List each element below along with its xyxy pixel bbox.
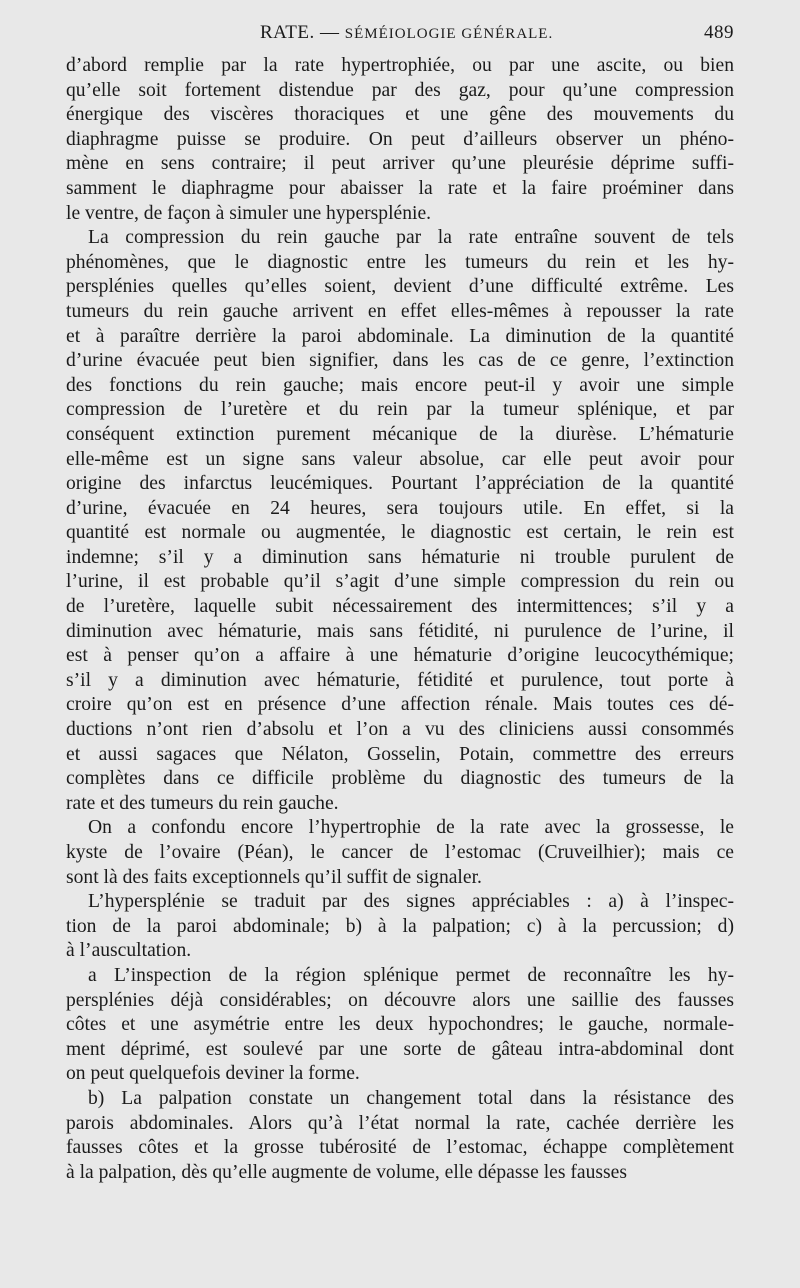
paragraph [66, 54, 734, 226]
text-line: tion de la paroi abdominale; b) à la palpation; c) à la percussion; d) [66, 915, 734, 937]
text-line: d’urine évacuée peut bien signifier, dans les cas de ce genre, l’extinction [66, 350, 734, 372]
text-line: côtes et une asymétrie entre les deux hypochondres; le gauche, normale- [66, 1014, 734, 1036]
text-line: énergique des viscères thoraciques et une gêne des mouvements du [66, 104, 734, 126]
text-line: phénomènes, que le diagnostic entre les tumeurs du rein et les hy- [66, 251, 734, 273]
text-line: est à penser qu’on a affaire à une hématurie d’origine leucocythémique; [66, 645, 734, 667]
text-line: a L’inspection de la région splénique permet de reconnaître les hy- [88, 964, 734, 986]
text-line: complètes dans ce difficile problème du diagnostic des tumeurs de la [66, 768, 734, 790]
text-line: et aussi sagaces que Nélaton, Gosselin, Potain, commettre des erreurs [66, 743, 734, 765]
text-line: à l’auscultation. [66, 940, 192, 962]
paragraph [66, 1087, 734, 1185]
text-line: On a confondu encore l’hypertrophie de la rate avec la grossesse, le [88, 817, 734, 839]
text-line: L’hypersplénie se traduit par des signes appréciables : a) à l’inspec- [88, 891, 734, 913]
text-line: des fonctions du rein gauche; mais encore peut-il y avoir une simple [66, 374, 734, 396]
text-line: de l’uretère, laquelle subit nécessairement des intermittences; s’il y a [66, 596, 734, 618]
text-line: diminution avec hématurie, mais sans fétidité, ni purulence de l’urine, il [66, 620, 734, 642]
paragraph [66, 890, 734, 964]
text-line: La compression du rein gauche par la rate entraîne souvent de tels [88, 227, 734, 249]
text-line: ductions n’ont rien d’absolu et l’on a vu des cliniciens aussi consommés [66, 719, 734, 741]
paragraph [66, 816, 734, 890]
text-line: diaphragme puisse se produire. On peut d’ailleurs observer un phéno- [66, 128, 734, 150]
text-line: le ventre, de façon à simuler une hypersplénie. [66, 202, 432, 224]
text-line: persplénies quelles qu’elles soient, devient d’une difficulté extrême. Les [66, 276, 734, 298]
text-line: tumeurs du rein gauche arrivent en effet elles-mêmes à repousser la rate [66, 300, 734, 322]
text-line: indemne; s’il y a diminution sans hématurie ni trouble purulent de [66, 546, 734, 568]
text-line: croire qu’on est en présence d’une affection rénale. Mais toutes ces dé- [66, 694, 734, 716]
paragraph [66, 964, 734, 1087]
text-line: persplénies déjà considérables; on découvre alors une saillie des fausses [66, 989, 734, 1011]
running-title-subtitle: SÉMÉIOLOGIE GÉNÉRALE. [344, 26, 554, 42]
running-title-main: RATE. [260, 22, 315, 43]
text-line: s’il y a diminution avec hématurie, fétidité et purulence, tout porte à [66, 669, 734, 691]
body-text [66, 54, 734, 1185]
running-title-dash: — [314, 22, 345, 43]
text-line: elle-même est un signe sans valeur absolue, car elle peut avoir pour [66, 448, 734, 470]
text-line: mène en sens contraire; il peut arriver qu’une pleurésie déprime suffi- [66, 153, 734, 175]
text-line: quantité est normale ou augmentée, le diagnostic est certain, le rein est [66, 522, 734, 544]
text-line: rate et des tumeurs du rein gauche. [66, 792, 339, 814]
running-head [66, 20, 734, 48]
text-line: fausses côtes et la grosse tubérosité de l’estomac, échappe complètement [66, 1137, 734, 1159]
page-number: 489 [704, 22, 734, 43]
text-line: d’urine, évacuée en 24 heures, sera toujours utile. En effet, si la [66, 497, 734, 519]
text-line: samment le diaphragme pour abaisser la rate et la faire proéminer dans [66, 177, 734, 199]
text-line: qu’elle soit fortement distendue par des gaz, pour qu’une compression [66, 79, 734, 101]
paragraph [66, 226, 734, 816]
text-line: à la palpation, dès qu’elle augmente de volume, elle dépasse les fausses [66, 1161, 627, 1183]
text-line: compression de l’uretère et du rein par la tumeur splénique, et par [66, 399, 734, 421]
text-line: d’abord remplie par la rate hypertrophiée, ou par une ascite, ou bien [66, 55, 734, 76]
text-line: b) La palpation constate un changement total dans la résistance des [88, 1087, 734, 1109]
text-line: origine des infarctus leucémiques. Pourtant l’appréciation de la quantité [66, 473, 734, 495]
running-title [260, 22, 553, 44]
text-line: on peut quelquefois deviner la forme. [66, 1063, 360, 1085]
text-line: conséquent extinction purement mécanique de la diurèse. L’hématurie [66, 423, 734, 445]
text-line: parois abdominales. Alors qu’à l’état normal la rate, cachée derrière les [66, 1112, 734, 1134]
text-line: kyste de l’ovaire (Péan), le cancer de l’estomac (Cruveilhier); mais ce [66, 842, 734, 863]
text-line: l’urine, il est probable qu’il s’agit d’une simple compression du rein ou [66, 571, 734, 593]
text-line: sont là des faits exceptionnels qu’il suffit de signaler. [66, 866, 482, 888]
text-line: et à paraître derrière la paroi abdominale. La diminution de la quantité [66, 325, 734, 347]
text-line: ment déprimé, est soulevé par une sorte de gâteau intra-abdominal dont [66, 1038, 734, 1060]
